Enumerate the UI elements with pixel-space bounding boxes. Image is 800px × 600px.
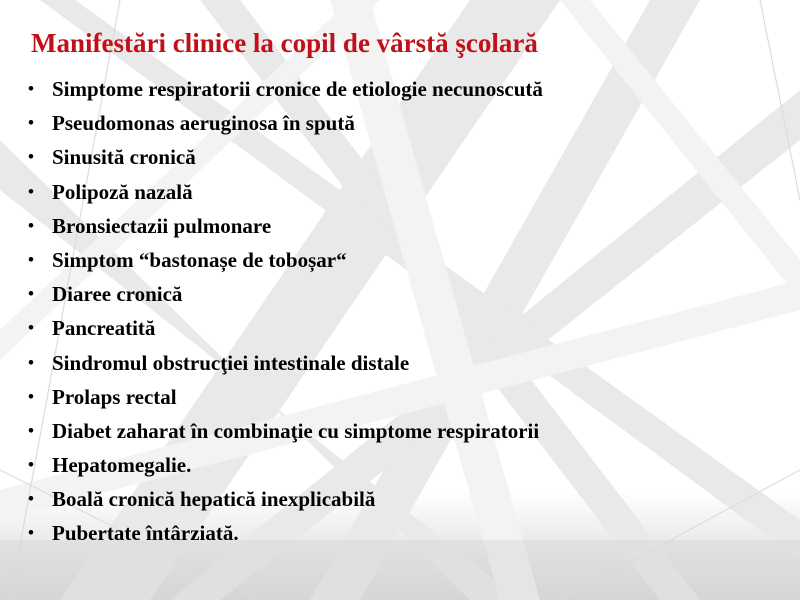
bullet-dot-icon: • [28,489,34,509]
bullet-dot-icon: • [28,181,34,201]
bullet-dot-icon: • [28,318,34,338]
bullet-item [28,482,543,516]
bullet-dot-icon: • [28,523,34,543]
bullet-dot-icon: • [28,386,34,406]
bullet-dot-icon: • [28,147,34,167]
bullet-item [28,380,543,414]
bullet-text: Hepatomegalie. [52,453,192,478]
bullet-dot-icon: • [28,352,34,372]
bullet-text: Diabet zaharat în combinaţie cu simptome respiratorii [52,418,540,443]
bullet-item [28,140,543,174]
bullet-dot-icon: • [28,249,34,269]
bullet-item [28,175,543,209]
bullet-item [28,516,543,550]
bullet-dot-icon: • [28,284,34,304]
bullet-text: Sinusită cronică [52,145,196,170]
bullet-text: Diaree cronică [52,282,183,307]
bullet-item [28,209,543,243]
bullet-text: Polipoză nazală [52,179,193,204]
bullet-text: Pseudomonas aeruginosa în spută [52,111,355,136]
bullet-text: Simptome respiratorii cronice de etiologie necunoscută [52,77,543,101]
bullet-item [28,346,543,380]
bullet-dot-icon: • [28,455,34,475]
bullet-item [28,311,543,345]
bullet-dot-icon: • [28,420,34,440]
bullet-item [28,72,543,106]
bullet-item [28,414,543,448]
bullet-dot-icon: • [28,79,34,98]
bullet-dot-icon: • [28,215,34,235]
bullet-text: Pancreatită [52,316,156,341]
slide-title: Manifestări clinice la copil de vârstă şcolară [31,28,538,58]
bullet-text: Pubertate întârziată. [52,521,239,546]
bullet-item [28,277,543,311]
bullet-text: Boală cronică hepatică inexplicabilă [52,487,376,512]
bullet-text: Prolaps rectal [52,384,177,409]
bullet-item [28,448,543,482]
bullet-text: Simptom “bastonașe de toboșar“ [52,247,347,272]
bullet-item [28,243,543,277]
bullet-list [28,72,543,551]
bullet-text: Bronsiectazii pulmonare [52,213,272,238]
bullet-text: Sindromul obstrucţiei intestinale distale [52,350,410,375]
bullet-dot-icon: • [28,113,34,133]
bullet-item [28,106,543,140]
